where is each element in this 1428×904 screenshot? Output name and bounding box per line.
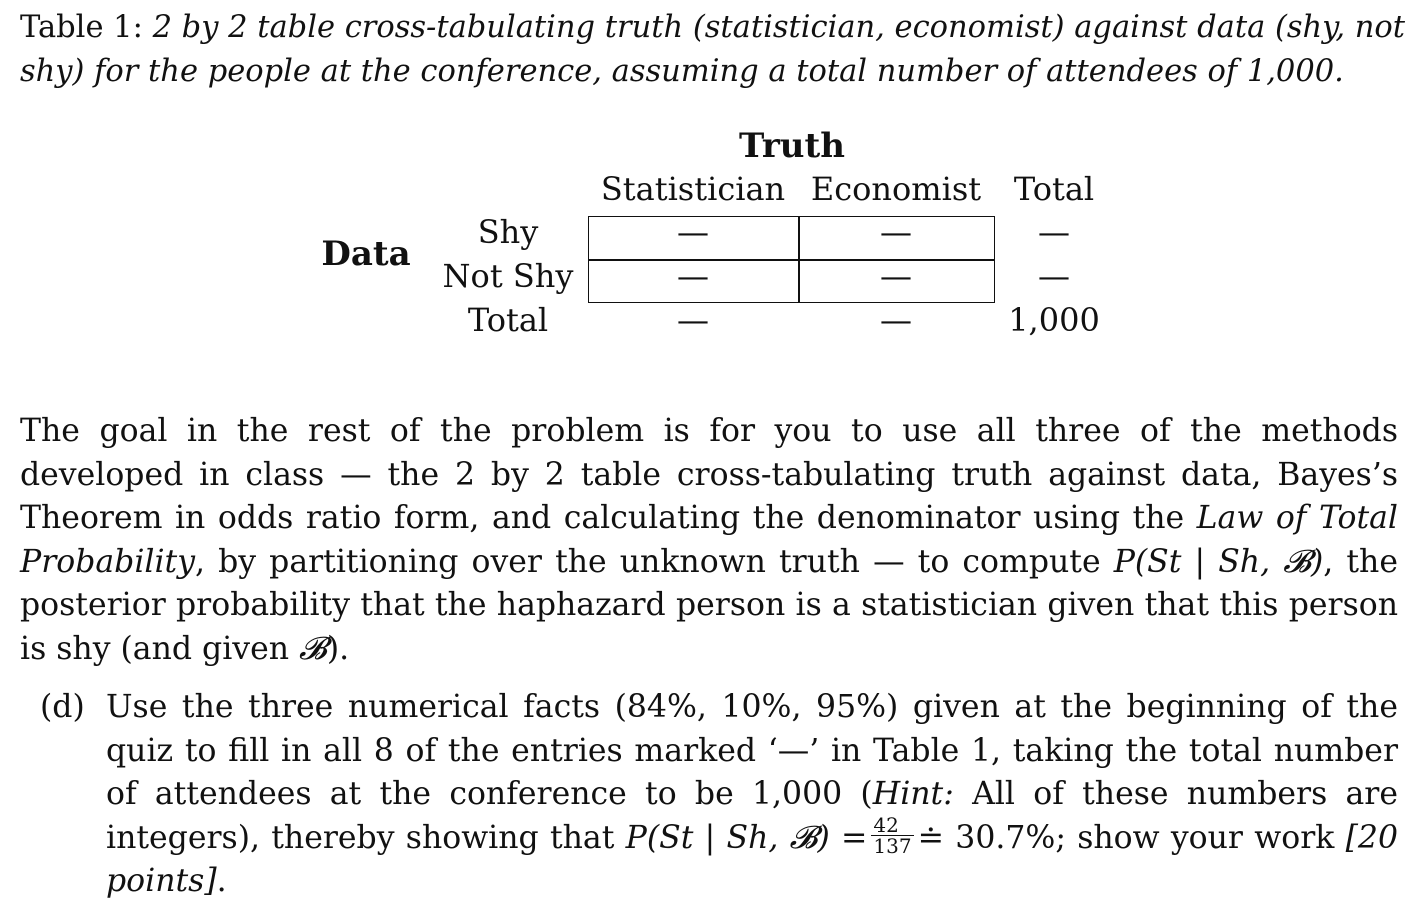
row-label-not-shy: Not Shy — [442, 257, 574, 295]
goal-text-3: , the posterior probability that the haphazard person is a statistician given that this person is shy (and given — [20, 543, 1398, 667]
posterior-expression: P(St | Sh, 𝓑) — [1113, 543, 1324, 580]
caption-label: Table 1: — [20, 10, 143, 45]
fraction — [871, 812, 913, 858]
part-d-label: (d) — [40, 689, 85, 725]
table-grid — [588, 216, 995, 303]
part-d-content — [106, 686, 1398, 904]
cell-shy-total: — — [1038, 213, 1070, 251]
approx-result: ≐ 30.7%; show your work — [917, 819, 1335, 856]
cell-total-economist: — — [880, 301, 912, 339]
points-label: [20 points] — [106, 819, 1398, 899]
col-header-economist: Economist — [810, 170, 982, 208]
cell-shy-economist: — — [880, 213, 912, 251]
cell-total-statistician: — — [677, 301, 709, 339]
hint-label: Hint: — [872, 776, 954, 812]
table-caption — [20, 6, 1405, 94]
cell-notshy-total: — — [1038, 257, 1070, 295]
row-label-shy: Shy — [477, 213, 539, 251]
data-heading: Data — [321, 234, 411, 274]
caption-text: 2 by 2 table cross-tabulating truth (statistician, economist) against data (shy, not shy) for the people at the conference, assuming a total number of attendees of 1,000. — [20, 10, 1405, 89]
cell-shy-statistician: — — [677, 213, 709, 251]
goal-paragraph — [20, 410, 1398, 671]
law-of-total-probability: Law of Total Probability — [20, 500, 1398, 580]
cell-grand-total: 1,000 — [1008, 301, 1100, 339]
part-d-end: . — [216, 863, 227, 899]
col-header-total: Total — [1013, 170, 1095, 208]
col-header-statistician: Statistician — [600, 170, 786, 208]
b-symbol: 𝓑 — [299, 630, 327, 667]
grid-horizontal-divider — [589, 259, 994, 261]
cell-notshy-statistician: — — [677, 257, 709, 295]
part-d-text-2: All of these numbers are integers), thereby showing that — [106, 776, 1398, 856]
posterior-equation: P(St | Sh, 𝓑) = — [625, 819, 868, 856]
goal-text-1: The goal in the rest of the problem is for you to use all three of the methods developed in class — the 2 by 2 table cross-tabulating truth against data, Bayes’s Theorem in odds ratio form, and calculating the denominator using the — [20, 413, 1398, 536]
goal-text-2: , by partitioning over the unknown truth — to compute — [195, 543, 1114, 580]
part-d-text-1: Use the three numerical facts (84%, 10%, 95%) given at the beginning of the quiz to fill in all 8 of the entries marked ‘—’ in Table 1, taking the total number of attendees at the conference to be 1,000 ( — [106, 689, 1398, 812]
row-label-total: Total — [467, 301, 549, 339]
goal-text-4: ). — [326, 630, 350, 667]
fraction-denominator: 137 — [873, 833, 912, 858]
fraction-numerator: 42 — [871, 815, 913, 836]
cell-notshy-economist: — — [880, 257, 912, 295]
truth-heading: Truth — [739, 126, 845, 166]
